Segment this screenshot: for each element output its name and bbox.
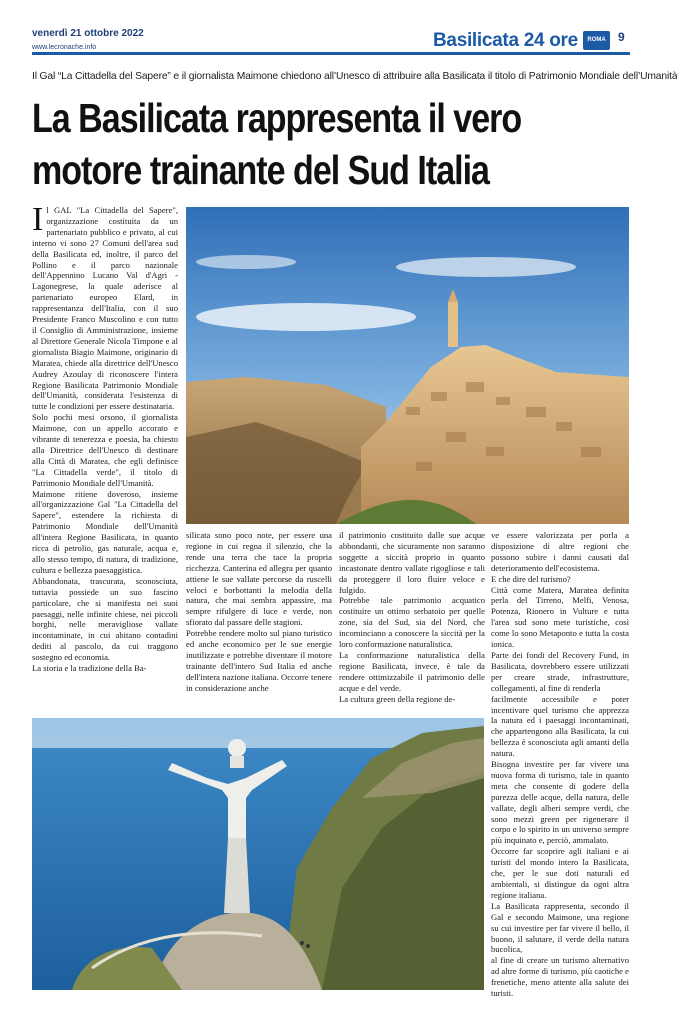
paragraph: Abbandonata, trascurata, sconosciuta, tuttavia possiede un suo fascino particolare, che si manifesta nei suoi paesaggi, nelle infinite chiese, nei piccoli borghi, nelle meravigliose vallate incontaminate, in cui abitano contadini dediti al pascolo, da cui traggono sostegno ed economia. <box>32 575 178 663</box>
paragraph: Potrebbe rendere molto sul piano turistico ed anche economico per le sue energie inutilizzate e potrebbe diventare il motore trainante dell'intero Sud Italia ed anche dell'intera nazione italiana. Occorre tenere in considerazione anche <box>186 628 332 693</box>
newspaper-logo: ROMA <box>583 31 610 50</box>
paragraph: il patrimonio costituito dalle sue acque abbondanti, che sicuramente non saranno soggette a siccità proprio in quanto incastonate dentro vallate rigogliose e tali da proteggere il loro fluire veloce e fulgido. <box>339 530 485 595</box>
matera-photo <box>186 207 629 524</box>
paragraph: La Basilicata rappresenta, secondo il Gal e secondo Maimone, una regione su cui investire per far vivere il bello, il buono, il salutare, il verde della natura bucolica, <box>491 900 629 955</box>
website-url[interactable]: www.lecronache.info <box>32 44 97 51</box>
paragraph: La cultura green della regione de- <box>339 693 456 704</box>
paragraph: facilmente accessibile e poter incentivare quel turismo che apprezza la natura ed i paesaggi incontaminati, che appartengono alla Basilicata, la cui bellezza è sconosciuta agli amanti della natura. <box>491 693 629 759</box>
article-kicker: Il Gal “La Cittadella del Sapere” e il giornalista Maimone chiedono all’Unesco di attribuire alla Basilicata il titolo di Patrimonio Mondiale dell’Umanità <box>32 71 677 82</box>
article-column-2 <box>186 530 332 713</box>
article-headline: La Basilicata rappresenta il vero motore trainante del Sud Italia <box>32 95 522 193</box>
paragraph: Solo pochi mesi orsono, il giornalista Maimone, con un appello accorato e vibrante di tenerezza e poesia, ha chiesto alla Direttrice dell'Unesco di destinare alla Città di Maratea, che egli definisce "La Cittadella verde", il titolo di Patrimonio Mondiale dell'Umanità. <box>32 412 178 488</box>
article-column-1 <box>32 201 178 713</box>
paragraph: Città come Matera, Maratea definita perla del Tirreno, Melfi, Venosa, Potenza, Rionero in Vulture e tutta l'area sud sono mete turistiche, così come lo sono Metaponto e tutta la costa ionica. <box>491 584 629 650</box>
article-column-3 <box>339 530 485 713</box>
paragraph: La conformazione naturalistica della regione Basilicata, invece, è tale da rendere ottimizzabile il patrimonio delle acque e del verde. <box>339 649 485 693</box>
paragraph: al fine di creare un turismo alternativo ad altre forme di turismo, più caotiche e frenetiche, meno attente alla salute dei turisti. <box>491 955 629 999</box>
maratea-statue-photo <box>32 718 484 990</box>
paragraph: Bisogna investire per far vivere una nuova forma di turismo, tale in quanto meta che consente di godere della purezza delle acque, della natura, delle vallate, degli alberi sempre verdi, che sono mezzi green per rigenerare il corpo e lo spirito in un universo sempre più inquinato e, perciò, ammalato. <box>491 759 629 846</box>
paragraph: l GAL "La Cittadella del Sapere", organizzazione costituita da un partenariato pubblico e privato, al cui interno vi sono 27 Comuni dell'area sud della Basilicata ed, inoltre, il parco del Pollino e il parco nazionale dell'Appennino Lucano Val d'Agri - Lagonegrese, la quale aderisce al partenariato europeo Elard, in rappresentanza dell'Italia, con il suo Presidente Franco Muscolino e con tutto il Consiglio di Amministrazione, insieme al Direttore Generale Nicola Timpone e al giornalista Biagio Maimone, originario di Maratea, chiede alla direttrice dell'Unesco Audrey Azoulay di riconoscere l'intera Regione Basilicata Patrimonio Mondiale dell'Umanità, considerata l'esistenza di tutte le condizioni per essere destinataria. <box>32 205 178 412</box>
paragraph: Parte dei fondi del Recovery Fund, in Basilicata, dovrebbero essere utilizzati per creare strade, infrastrutture, collegamenti, al fine di renderla <box>491 649 629 693</box>
paragraph: ve essere valorizzata per porla a disposizione di altre regioni che possono subire i danni causati dal deterioramento dell'ecosistema. <box>491 530 629 573</box>
paragraph: Potrebbe tale patrimonio acquatico costituire un ottimo serbatoio per quelle zone, sia del Sud, sia del Nord, che incominciano a conoscere la siccità per la loro conformazione naturalistica. <box>339 595 485 650</box>
header-divider <box>32 52 630 55</box>
section-title: Basilicata 24 ore <box>433 30 578 51</box>
article-column-4 <box>491 530 629 999</box>
paragraph: La storia e la tradizione della Ba- <box>32 663 147 674</box>
issue-date: venerdì 21 ottobre 2022 <box>32 28 144 39</box>
paragraph: silicata sono poco note, per essere una regione in cui regna il silenzio, che la rende una terra che tace la propria ricchezza. Canterina ed allegra per quanto attiene le sue vallate percorse da ruscelli veloci e borbottanti la melodia della natura, che mai sembra appassire, ma sempre rifulgere di luce e verde, non sfiorato dal passare delle stagioni. <box>186 530 332 628</box>
paragraph: E che dire del turismo? <box>491 573 571 584</box>
paragraph: Maimone ritiene doveroso, insieme all'organizzazione Gal "La Cittadella del Sapere", estendere la richiesta di Patrimonio Mondiale dell'Umanità all'intera Regione Basilicata, in quanto ricca di petrolio, gas naturale, acqua e, allo stesso tempo, di natura, di tradizione, cultura e bellezza paesaggistica. <box>32 488 178 575</box>
drop-cap: I <box>32 201 44 238</box>
page-number: 9 <box>618 30 625 44</box>
paragraph: Occorre far scoprire agli italiani e ai turisti del mondo intero la Basilicata, che, per le sue doti naturali ed ambientali, si distingue da ogni altra regione italiana. <box>491 846 629 900</box>
